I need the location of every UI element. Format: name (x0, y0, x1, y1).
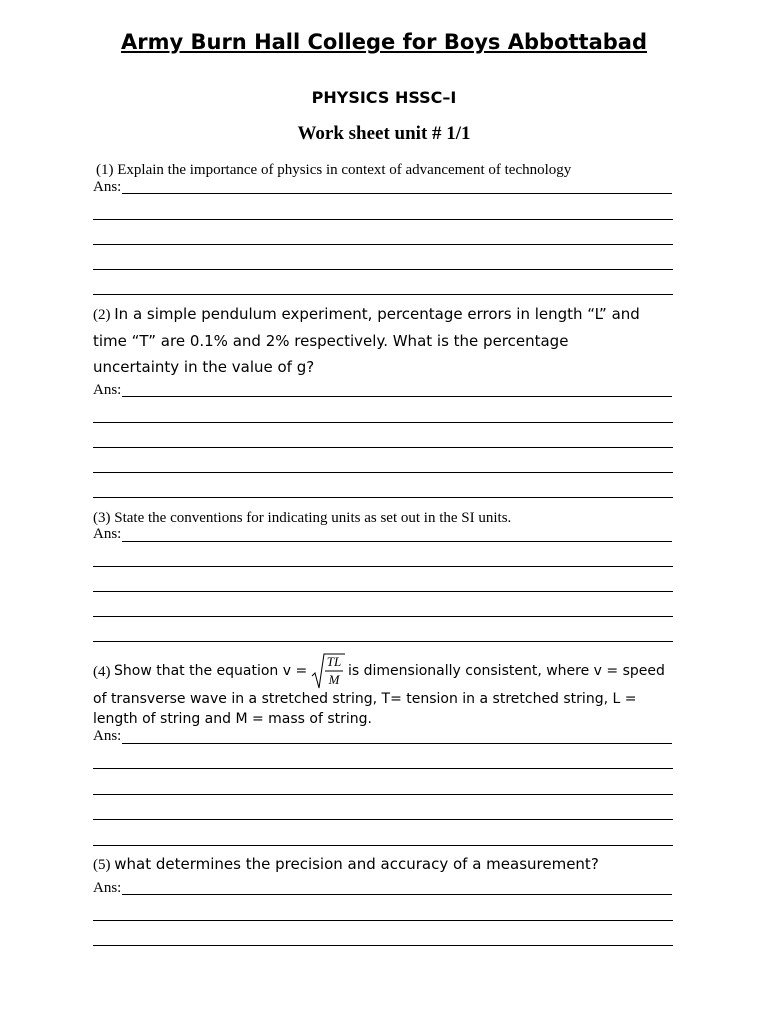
question-number: (4) (93, 664, 111, 680)
answer-line[interactable] (93, 497, 673, 498)
answer-line[interactable] (93, 641, 673, 642)
answer-line[interactable] (93, 819, 673, 820)
question-5 (93, 851, 683, 878)
answer-line[interactable] (93, 566, 673, 567)
college-title: Army Burn Hall College for Boys Abbottabad (121, 30, 647, 54)
answer-line[interactable] (93, 447, 673, 448)
question-text: of transverse wave in a stretched string, T= tension in a stretched string, L = (93, 691, 637, 707)
question-4 (93, 652, 693, 692)
question-text: In a simple pendulum experiment, percentage errors in length “L” and (114, 305, 640, 323)
question-text: Show that the equation v = (114, 663, 308, 679)
answer-line[interactable] (93, 920, 673, 921)
answer-line[interactable] (93, 591, 673, 592)
question-number: (1) (96, 162, 114, 178)
answer-label: Ans: (93, 526, 122, 542)
answer-line[interactable] (122, 396, 672, 397)
question-2 (93, 301, 683, 380)
question-text: what determines the precision and accuracy of a measurement? (114, 855, 599, 873)
answer-line[interactable] (93, 768, 673, 769)
fraction-numerator: TL (326, 654, 342, 669)
answer-line[interactable] (122, 894, 672, 895)
answer-line[interactable] (93, 269, 673, 270)
question-number: (5) (93, 857, 111, 873)
question-text: length of string and M = mass of string. (93, 711, 372, 727)
answer-label: Ans: (93, 382, 122, 398)
square-root-equation (311, 652, 345, 690)
answer-line[interactable] (93, 472, 673, 473)
answer-line[interactable] (93, 845, 673, 846)
answer-line[interactable] (93, 219, 673, 220)
answer-label: Ans: (93, 880, 122, 896)
question-number: (2) (93, 307, 111, 323)
question-text: State the conventions for indicating units as set out in the SI units. (114, 510, 512, 526)
question-text: Explain the importance of physics in context of advancement of technology (117, 162, 572, 178)
answer-line[interactable] (122, 193, 672, 194)
answer-label: Ans: (93, 179, 122, 195)
answer-line[interactable] (93, 616, 673, 617)
question-1 (96, 157, 686, 183)
answer-label: Ans: (93, 728, 122, 744)
subject-heading: PHYSICS HSSC–I (311, 88, 457, 107)
answer-line[interactable] (122, 743, 672, 744)
question-4-continued (93, 689, 636, 729)
answer-line[interactable] (93, 422, 673, 423)
answer-line[interactable] (93, 945, 673, 946)
question-text: is dimensionally consistent, where v = speed (348, 663, 665, 679)
fraction-denominator: M (328, 672, 340, 687)
question-text: uncertainty in the value of g? (93, 358, 315, 376)
answer-line[interactable] (93, 794, 673, 795)
question-3 (93, 505, 683, 531)
question-number: (3) (93, 510, 111, 526)
answer-line[interactable] (93, 294, 673, 295)
question-text: time “T” are 0.1% and 2% respectively. What is the percentage (93, 332, 569, 350)
answer-line[interactable] (122, 541, 672, 542)
answer-line[interactable] (93, 244, 673, 245)
worksheet-title: Work sheet unit # 1/1 (297, 123, 471, 144)
